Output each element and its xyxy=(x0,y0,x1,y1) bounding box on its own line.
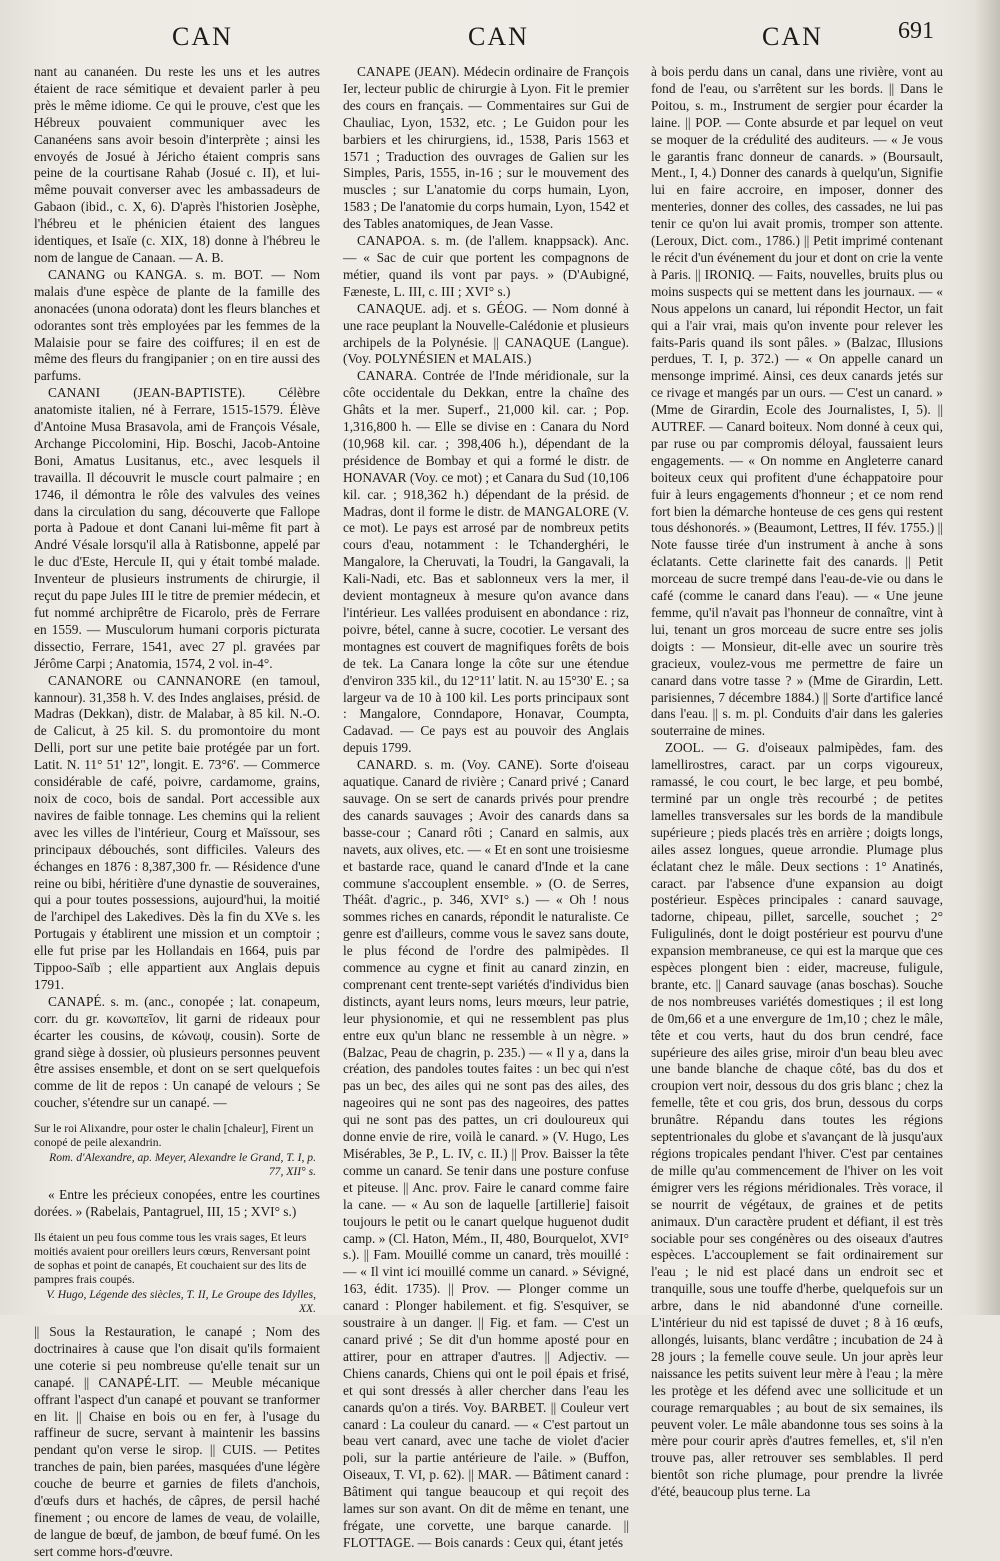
paragraph-canape-senses: || Sous la Restauration, le canapé ; Nom des doctrinaires à cause que l'on disait qu'ils formaient une coterie si peu nombreuse qu'elle tenait sur un canapé. || CANAPÉ-LIT. — Meuble mécanique offrant l'aspect d'un canapé et pouvant se tranformer en lit. || Chaise en bois ou en fer, à l'usage du raffineur de sucre, servant à maintenir les bassins pendant qu'on verse le sirop. || CUIS. — Petites tranches de pain, bien parées, masquées d'une légère couche de beurre et garnies de filets d'anchois, d'œufs durs et hachés, de câpres, de persil haché finement ; ou encore de lames de veau, de volaille, de langue de bœuf, de jambon, de bœuf fumé. On les sert comme hors-d'œuvre. xyxy=(34,1324,320,1559)
verse-quote-hugo xyxy=(34,1231,320,1316)
entry-canape-jean: CANAPE (JEAN). Médecin ordinaire de François Ier, lecteur public de chirurgie à Lyon. Fit le premier des cours en français. — Commentaires sur Gui de Chauliac, Lyon, 1532, etc. ; Le Guidon pour les barbiers et les chirurgiens, id., 1538, Paris 1563 et 1571 ; Traduction des ouvrages de Galien sur les Simples, Paris, 1555, in-16 ; sur le mouvement des muscles ; sur L'anatomie du corps humain, Lyon, 1583 ; De l'anatomie du corps humain, Lyon, 1542 et des Tables anatomiques, de Jean Vasse. xyxy=(343,64,629,232)
paragraph-cananeen: nant au cananéen. Du reste les uns et les autres étaient de race sémitique et devaient parler à peu près le même idiome. Ce qui le prouve, c'est que les Hébreux pouvaient communiquer avec les Cananéens sans avoir besoin d'interprète ; ainsi les envoyés de Josué à Jéricho étaient compris sans peine de la courtisane Rahab (Josué c. II), et lui-même pouvait converser avec les ambassadeurs de Gabaon (ibid., c. X, 6). D'après l'historien Josèphe, l'hébreu et le phénicien étaient des langues identiques, et Isaïe (c. XIX, 18) donne à l'hébreu le nom de langue de Canaan. — A. B. xyxy=(34,64,320,265)
entry-cananore: CANANORE ou CANNANORE (en tamoul, kannour). 31,358 h. V. des Indes anglaises, présid. de Madras (Dekkan), distr. de Malabar, à 85 kil. N.-O. de Calicut, à 25 kil. S. du promontoire du mont Delli, port sur une petite baie protégée par un fort. Latit. N. 11° 51' 12", longit. E. 73°6'. — Commerce considérable de café, poivre, cardamome, grains, noix de coco, bois de sandal. Port accessible aux navires de faible tonnage. Les chemins qui la relient avec les villes de l'intérieur, Courg et Maïssour, ses principaux débouchés, sont difficiles. Valeurs des échanges en 1876 : 8,387,300 fr. — Résidence d'une reine ou bibi, héritière d'une dynastie de souveraines, qui a pour toutes possessions, aujourd'hui, la moitié de l'archipel des Lakedives. Dès la fin du XVe s. les Portugais y établirent une mission et un comptoir ; elle fut prise par les Hollandais en 1664, puis par Tippoo-Saïb ; elle appartient aux Anglais depuis 1791. xyxy=(34,672,320,992)
paragraph-rabelais-quote: « Entre les précieux conopées, entre les courtines dorées. » (Rabelais, Pantagruel, III, 15 ; XVI° s.) xyxy=(34,1187,320,1219)
entry-canape: CANAPÉ. s. m. (anc., conopée ; lat. conapeum, corr. du gr. κωνωπεῖον, lit garni de rideaux pour écarter les cousins, de κώνωψ, cousin). Sorte de grand siège à dossier, où plusieurs personnes peuvent être assises ensemble, et dont on se sert quelquefois comme de lit de repos : Un canapé de velours ; Se coucher, s'étendre sur un canapé. — xyxy=(34,993,320,1111)
entry-canaque: CANAQUE. adj. et s. GÉOG. — Nom donné à une race peuplant la Nouvelle-Calédonie et plusieurs archipels de la Polynésie. || CANAQUE (Langue). (Voy. POLYNÉSIEN et MALAIS.) xyxy=(343,300,629,367)
entry-canang: CANANG ou KANGA. s. m. BOT. — Nom malais d'une espèce de plante de la famille des anonacées (unona odorata) dont les fleurs blanches et odorantes sont très employées par les femmes de la Malaisie pour se faire des coiffures; il en est de même des fleurs du frangipanier ; on en tire aussi des parfums. xyxy=(34,266,320,384)
verse-source: Rom. d'Alexandre, ap. Meyer, Alexandre le Grand, T. I, p. 77, XII° s. xyxy=(49,1150,316,1178)
header-right-guideword: CAN xyxy=(762,22,823,51)
page-number: 691 xyxy=(898,18,934,44)
verse-text: Ils étaient un peu fous comme tous les vrais sages, Et leurs moitiés avaient pour oreillers leurs cœurs, Renversant point de sophas et point de canapés, Et couchaient sur des lits de pampres frais coupés. xyxy=(34,1230,311,1287)
paragraph-canard-zoology: ZOOL. — G. d'oiseaux palmipèdes, fam. des lamellirostres, caract. par un corps vigoureux, ramassé, le cou court, le bec large, et peu bombé, terminé par un ongle très recourbé ; de petites lamelles transversales sur les bords de la mandibule supérieure ; pieds placés très en arrière ; doigts longs, ailes assez longues, queue arrondie. Plumage plus éclatant chez le mâle. Deux sections : 1° Anatinés, caract. par l'absence d'une expansion au doigt postérieur. Espèces principales : canard sauvage, tadorne, chipeau, pillet, sarcelle, souchet ; 2° Fuligulinés, dont le doigt postérieur est pourvu d'une expansion membraneuse, ce qui est la marque que ces espèces plongent bien : eider, macreuse, fuligule, brante, etc. || Canard sauvage (anas boschas). Souche de nos nombreuses variétés domestiques ; il est long de 0m,66 et a une envergure de 1m,10 ; chez le mâle, tête et cou verts, haut du dos brun cendré, face supérieure des ailes grise, miroir d'un beau bleu avec une bande blanche de chaque côté, bas du dos et croupion vert noir, dessous du dos gris blanc ; chez la femelle, tête et cou gris, dos brun, dessous du corps brunâtre. Répandu dans toutes les régions septentrionales du globe et s'avançant de là jusqu'aux régions tropicales pendant l'hiver. C'est par centaines de mille qu'au commencement de l'hiver on les voit émigrer vers les régions méridionales. Très vorace, il se nourrit de végétaux, de graines et de petits animaux. D'un caractère prudent et défiant, il est très sociable pour ses congénères ou des oiseaux d'autres espèces. L'accouplement se fait ordinairement sur l'eau ; le nid est placé dans un endroit sec et tranquille, sous une touffe d'herbe, quelquefois sur un arbre, dans le nid abandonné d'une corneille. L'intérieur du nid est tapissé de duvet ; 8 à 16 œufs, allongés, luisants, blanc verdâtre ; incubation de 24 à 28 jours ; la femelle couve seule. Un jour après leur naissance les petits suivent leur mère à l'eau ; la mère les protège et les défend avec une sollicitude et un courage remarquables ; au bout de six semaines, ils peuvent voler. Le mâle abandonne tous ses soins à la mère pour courir après d'autres femelles, et, s'il n'en trouve pas, aller retrouver ses semblables. Il perd bientôt son riche plumage, pour prendre la livrée d'été, beaucoup plus terne. La xyxy=(651,740,943,1500)
verse-text: Sur le roi Alixandre, pour oster le chalin [chaleur], Firent un conopé de peile alexandrin. xyxy=(34,1122,314,1150)
entry-canara: CANARA. Contrée de l'Inde méridionale, sur la côte occidentale du Dekkan, entre la chaîne des Ghâts et la mer. Superf., 21,000 kil. car. ; Pop. 1,316,800 h. — Elle se divise en : Canara du Nord (10,968 kil. car. ; 398,406 h.), dépendant de la présidence de Bombay et qui a formé le distr. de HONAVAR (Voy. ce mot) ; et Canara du Sud (10,106 kil. car. ; 918,362 h.) dépendant de la présid. de Madras, dont il forme le distr. de MANGALORE (V. ce mot). Le pays est arrosé par de nombreux petits cours d'eau, notamment : le Tchanderghéri, le Mangalore, la Cheruvati, la Toudri, la Gangavali, la Kali-Nadi, etc. Bas et sablonneux vers la mer, il devient montagneux à mesure qu'on avance dans l'intérieur. Les vallées produisent en abondance : riz, poivre, bétel, canne à sucre, cocotier. Le versant des montagnes est couvert de magnifiques forêts de bois de tek. La Canara longe la côte sur une étendue d'environ 335 kil., du 12°11' latit. N. au 15°30' E. ; sa largeur va de 10 à 100 kil. Les ports principaux sont : Mangalore, Conndapore, Honavar, Coumpta, Cadavad. — Ce pays est au pouvoir des Anglais depuis 1799. xyxy=(343,368,629,756)
header-left-guideword: CAN xyxy=(172,22,233,51)
text-column-1 xyxy=(34,64,320,1561)
paragraph-canard-continued: à bois perdu dans un canal, dans une rivière, vont au fond de l'eau, ou s'arrêtent sur les bords. || Dans le Poitou, s. m., Instrument de sergier pour écarder la laine. || POP. — Conte absurde et par lequel on veut se moquer de la crédulité des auditeurs. — « Je vous le garantis franc donneur de canards. » (Boursault, Ment., I, 4.) Donner des canards à quelqu'un, Signifie lui en faire accroire, en imposer, donner des menteries, donner des colles, des cassades, ne lui pas tenir ce qu'on lui avait promis, tromper son attente. (Leroux, Dict. com., 1786.) || Petit imprimé contenant le récit d'un événement du jour et dont on crie la vente à Paris. || IRONIQ. — Faits, nouvelles, bruits plus ou moins suspects qui se mettent dans les journaux. — « Nous appelons un canard, lui répondit Hector, un fait qui a l'air vrai, mais qu'on invente pour relever les faits-Paris quand ils sont pâles. » (Balzac, Illusions perdues, T. I, p. 372.) — « On appelle canard un mensonge imprimé. Ainsi, ces deux canards jetés sur ce rivage et mangés par un ours. — C'est un canard. » (Mme de Girardin, Ecole des Journalistes, I, 5). || AUTREF. — Canard boiteux. Nom donné à ceux qui, par ruse ou par compromis déloyal, faussaient leurs engagements. — « On nomme en Angleterre canard boiteux ceux qui profitent d'une échappatoire pour fuir à leurs engagements d'honneur ; et ce nom rend fort bien la démarche honteuse de ces gens qui restent tous déshonorés. » (Beaumont, Lettres, II fév. 1755.) || Note fausse tirée d'un instrument à anche à sons éclatants. Cette clarinette fait des canards. || Petit morceau de sucre trempé dans l'eau-de-vie ou dans le café (comme le canard dans l'eau). — « Une jeune femme, qu'il n'avait pas l'honneur de connaître, vint à lui, tenant un gros morceau de sucre entre ses jolis doigts : — Monsieur, dit-elle avec un sourire très gracieux, voulez-vous me permettre de faire un canard dans votre tasse ? » (Mme de Girardin, Lett. parisiennes, 7 décembre 1884.) || Sorte d'artifice lancé dans l'eau. || s. m. pl. Conduits d'air dans les galeries souterraine de mines. xyxy=(651,64,943,739)
page-edge-shadow xyxy=(974,0,1000,1315)
entry-canapoa: CANAPOA. s. m. (de l'allem. knappsack). Anc. — « Sac de cuir que portent les compagnons de métier, quand ils vont par pays. » (D'Aubigné, Fæneste, L. III, c. III ; XVI° s.) xyxy=(343,233,629,299)
entry-canard: CANARD. s. m. (Voy. CANE). Sorte d'oiseau aquatique. Canard de rivière ; Canard privé ; Canard sauvage. On se sert de canards privés pour prendre des canards sauvages ; Avoir des canards dans sa basse-cour ; Canard rôti ; Canard en salmis, aux navets, aux olives, etc. — « Et en sont une troisiesme et bastarde race, quand le canard d'Inde et la cane commune s'accouplent ensemble. » (O. de Serres, Théât. d'agric., p. 346, XVI° s.) — « Oh ! nous sommes riches en canards, répondit le naturaliste. Ce genre est d'ailleurs, comme vous le savez sans doute, le plus fécond de l'ordre des palmipèdes. Il commence au cygne et finit au canard zinzin, en comprenant cent trente-sept variétés d'individus bien distincts, ayant leurs noms, leurs mœurs, leur patrie, leur physionomie, et qui ne ressemblent pas plus entre eux qu'un blanc ne ressemble à un nègre. » (Balzac, Peau de chagrin, p. 235.) — « Il y a, dans la création, des pandoles toutes faites : un bec qui n'est pas un bec, des ailes qui ne sont pas des ailes, des nageoires qui ne sont pas des nageoires, des pattes qui ne sont pas des pattes, un cri douloureux qui donne envie de rire, voilà le canard. » (V. Hugo, Les Misérables, 3e P., L. IV, c. II.) || Prov. Baisser la tête comme un canard. Se tenir dans une posture confuse et piteuse. || Anc. prov. Faire le canard comme faire la cane. — « Au son de laquelle [artillerie] faisoit toujours le petit ou le canart quelque huguenot dudit camp. » (Cl. Haton, Mém., II, 480, Bourquelot, XVI° s.). || Fam. Mouillé comme un canard, très mouillé : — « Il vint ici mouillé comme un canard. » Sévigné, 163, édit. 1735). || Prov. — Plonger comme un canard : Plonger habilement. et fig. S'esquiver, se soustraire à un danger. || Fig. et fam. — C'est un canard privé ; Se dit d'un homme aposté pour en attirer, pour en attraper d'autres. || Adjectiv. — Chiens canards, Chiens qui ont le poil épais et frisé, et qui sont dressés à aller chercher dans l'eau les canards qu'on a tirés. Voy. BARBET. || Couleur vert canard : La couleur du canard. — « C'est partout un beau vert canard, avec une tache de violet d'acier poli, sur la partie antérieure de l'aile. » (Buffon, Oiseaux, T. VI, p. 62). || MAR. — Bâtiment canard : Bâtiment qui tangue beaucoup et qui reçoit des lames sur son avant. On dit de même en tenant, une frégate, une corvette, une barque canarde. || FLOTTAGE. — Bois canards : Ceux qui, étant jetés xyxy=(343,757,629,1550)
entry-canani: CANANI (JEAN-BAPTISTE). Célèbre anatomiste italien, né à Ferrare, 1515-1579. Élève d'Antoine Musa Brasavola, ami de François Vésale, Archange Piccolomini, Hip. Boschi, Jacob-Antoine Boni, Amatus Lusitanus, etc., avec lesquels il travailla. Il découvrit le muscle court palmaire ; en 1746, il démontra le rôle des valvules des veines dans la circulation du sang, découverte que Fallope porta à Padoue et dont Canani lui-même fit part à André Vésale lorsqu'il alla à Ratisbonne, appelé par le duc d'Este, Hercule II, qui y était tombé malade. Inventeur de plusieurs instruments de chirurgie, il reçut du pape Jules III le titre de premier médecin, et fut nommé archiprêtre de Ficarolo, près de Ferrare en 1559. — Musculorum humani corporis picturata dissectio, Ferrare, 1541, avec 27 pl. gravées par Jérôme Carpi ; Anatomia, 1574, 2 vol. in-4°. xyxy=(34,385,320,671)
verse-quote-alexandre xyxy=(34,1122,320,1179)
running-header xyxy=(0,14,1000,58)
header-center-guideword: CAN xyxy=(468,22,529,51)
verse-source: V. Hugo, Légende des siècles, T. II, Le Groupe des Idylles, XX. xyxy=(46,1287,316,1315)
text-column-3 xyxy=(651,64,943,1501)
text-column-2 xyxy=(343,64,629,1552)
